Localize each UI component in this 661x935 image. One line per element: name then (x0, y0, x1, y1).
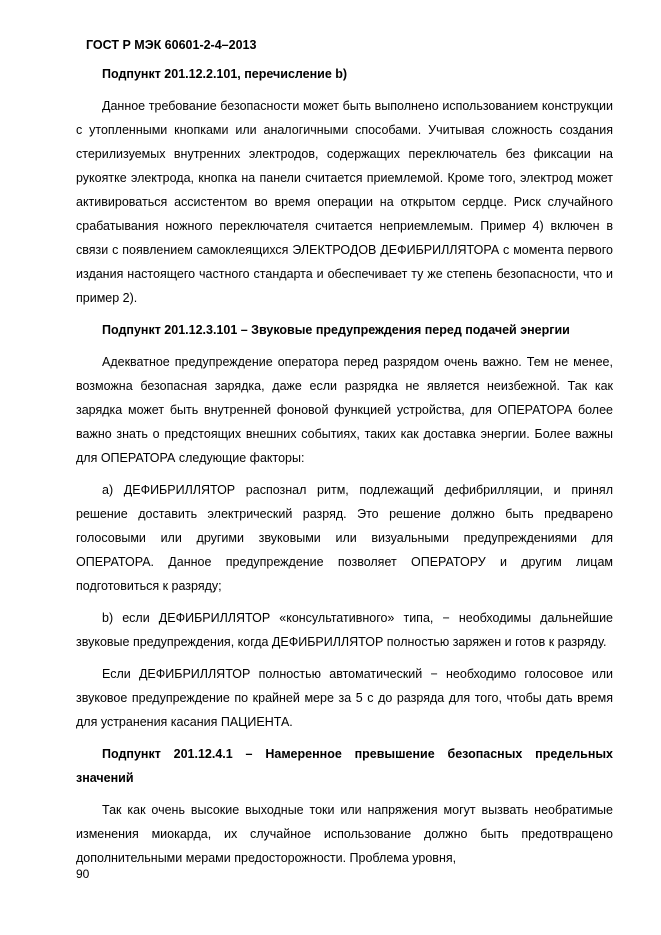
paragraph: Адекватное предупреждение оператора перед разрядом очень важно. Тем не менее, возможна безопасная зарядка, даже если разрядка не является неизбежной. Так как зарядка может быть внутренней фоновой функцией устройства, для ОПЕРАТОРА более важно знать о предстоящих внешних событиях, таких как доставка энергии. Более важны для ОПЕРАТОРА следующие факторы: (76, 355, 613, 465)
page-number: 90 (76, 867, 90, 881)
section-heading: Подпункт 201.12.4.1 – Намеренное превышение безопасных предельных значений (76, 747, 613, 785)
paragraph: Данное требование безопасности может быть выполнено использованием конструкции с утопленными кнопками или аналогичными способами. Учитывая сложность создания стерилизуемых внутренних электродов, содержащих переключатель без фиксации на рукоятке электрода, кнопка на панели считается приемлемой. Кроме того, электрод может активироваться ассистентом во время операции на открытом сердце. Риск случайного срабатывания ножного переключателя считается неприемлемым. Пример 4) включен в связи с появлением самоклеящихся ЭЛЕКТРОДОВ ДЕФИБРИЛЛЯТОРА с момента первого издания настоящего частного стандарта и обеспечивает ту же степень безопасности, что и пример 2). (76, 99, 613, 305)
section-heading: Подпункт 201.12.3.101 – Звуковые предупреждения перед подачей энергии (102, 323, 570, 337)
paragraph: Если ДЕФИБРИЛЛЯТОР полностью автоматический − необходимо голосовое или звуковое предупреждение по крайней мере за 5 с до разряда для того, чтобы дать время для устранения касания ПАЦИЕНТА. (76, 667, 613, 729)
standard-header: ГОСТ Р МЭК 60601-2-4–2013 (86, 38, 257, 52)
list-item-b: b) если ДЕФИБРИЛЛЯТОР «консультативного» типа, − необходимы дальнейшие звуковые предупреждения, когда ДЕФИБРИЛЛЯТОР полностью заряжен и готов к разряду. (76, 611, 613, 649)
section-heading: Подпункт 201.12.2.101, перечисление b) (102, 67, 348, 81)
list-item-a: a) ДЕФИБРИЛЛЯТОР распознал ритм, подлежащий дефибрилляции, и принял решение доставить электрический разряд. Это решение должно быть предварено голосовыми или другими звуковыми или визуальными предупреждениями для ОПЕРАТОРА. Данное предупреждение позволяет ОПЕРАТОРУ и другим лицам подготовиться к разряду; (76, 483, 613, 593)
paragraph: Так как очень высокие выходные токи или напряжения могут вызвать необратимые изменения миокарда, их случайное использование должно быть предотвращено дополнительными мерами предосторожности. Проблема уровня, (76, 803, 613, 865)
document-body (76, 62, 613, 878)
